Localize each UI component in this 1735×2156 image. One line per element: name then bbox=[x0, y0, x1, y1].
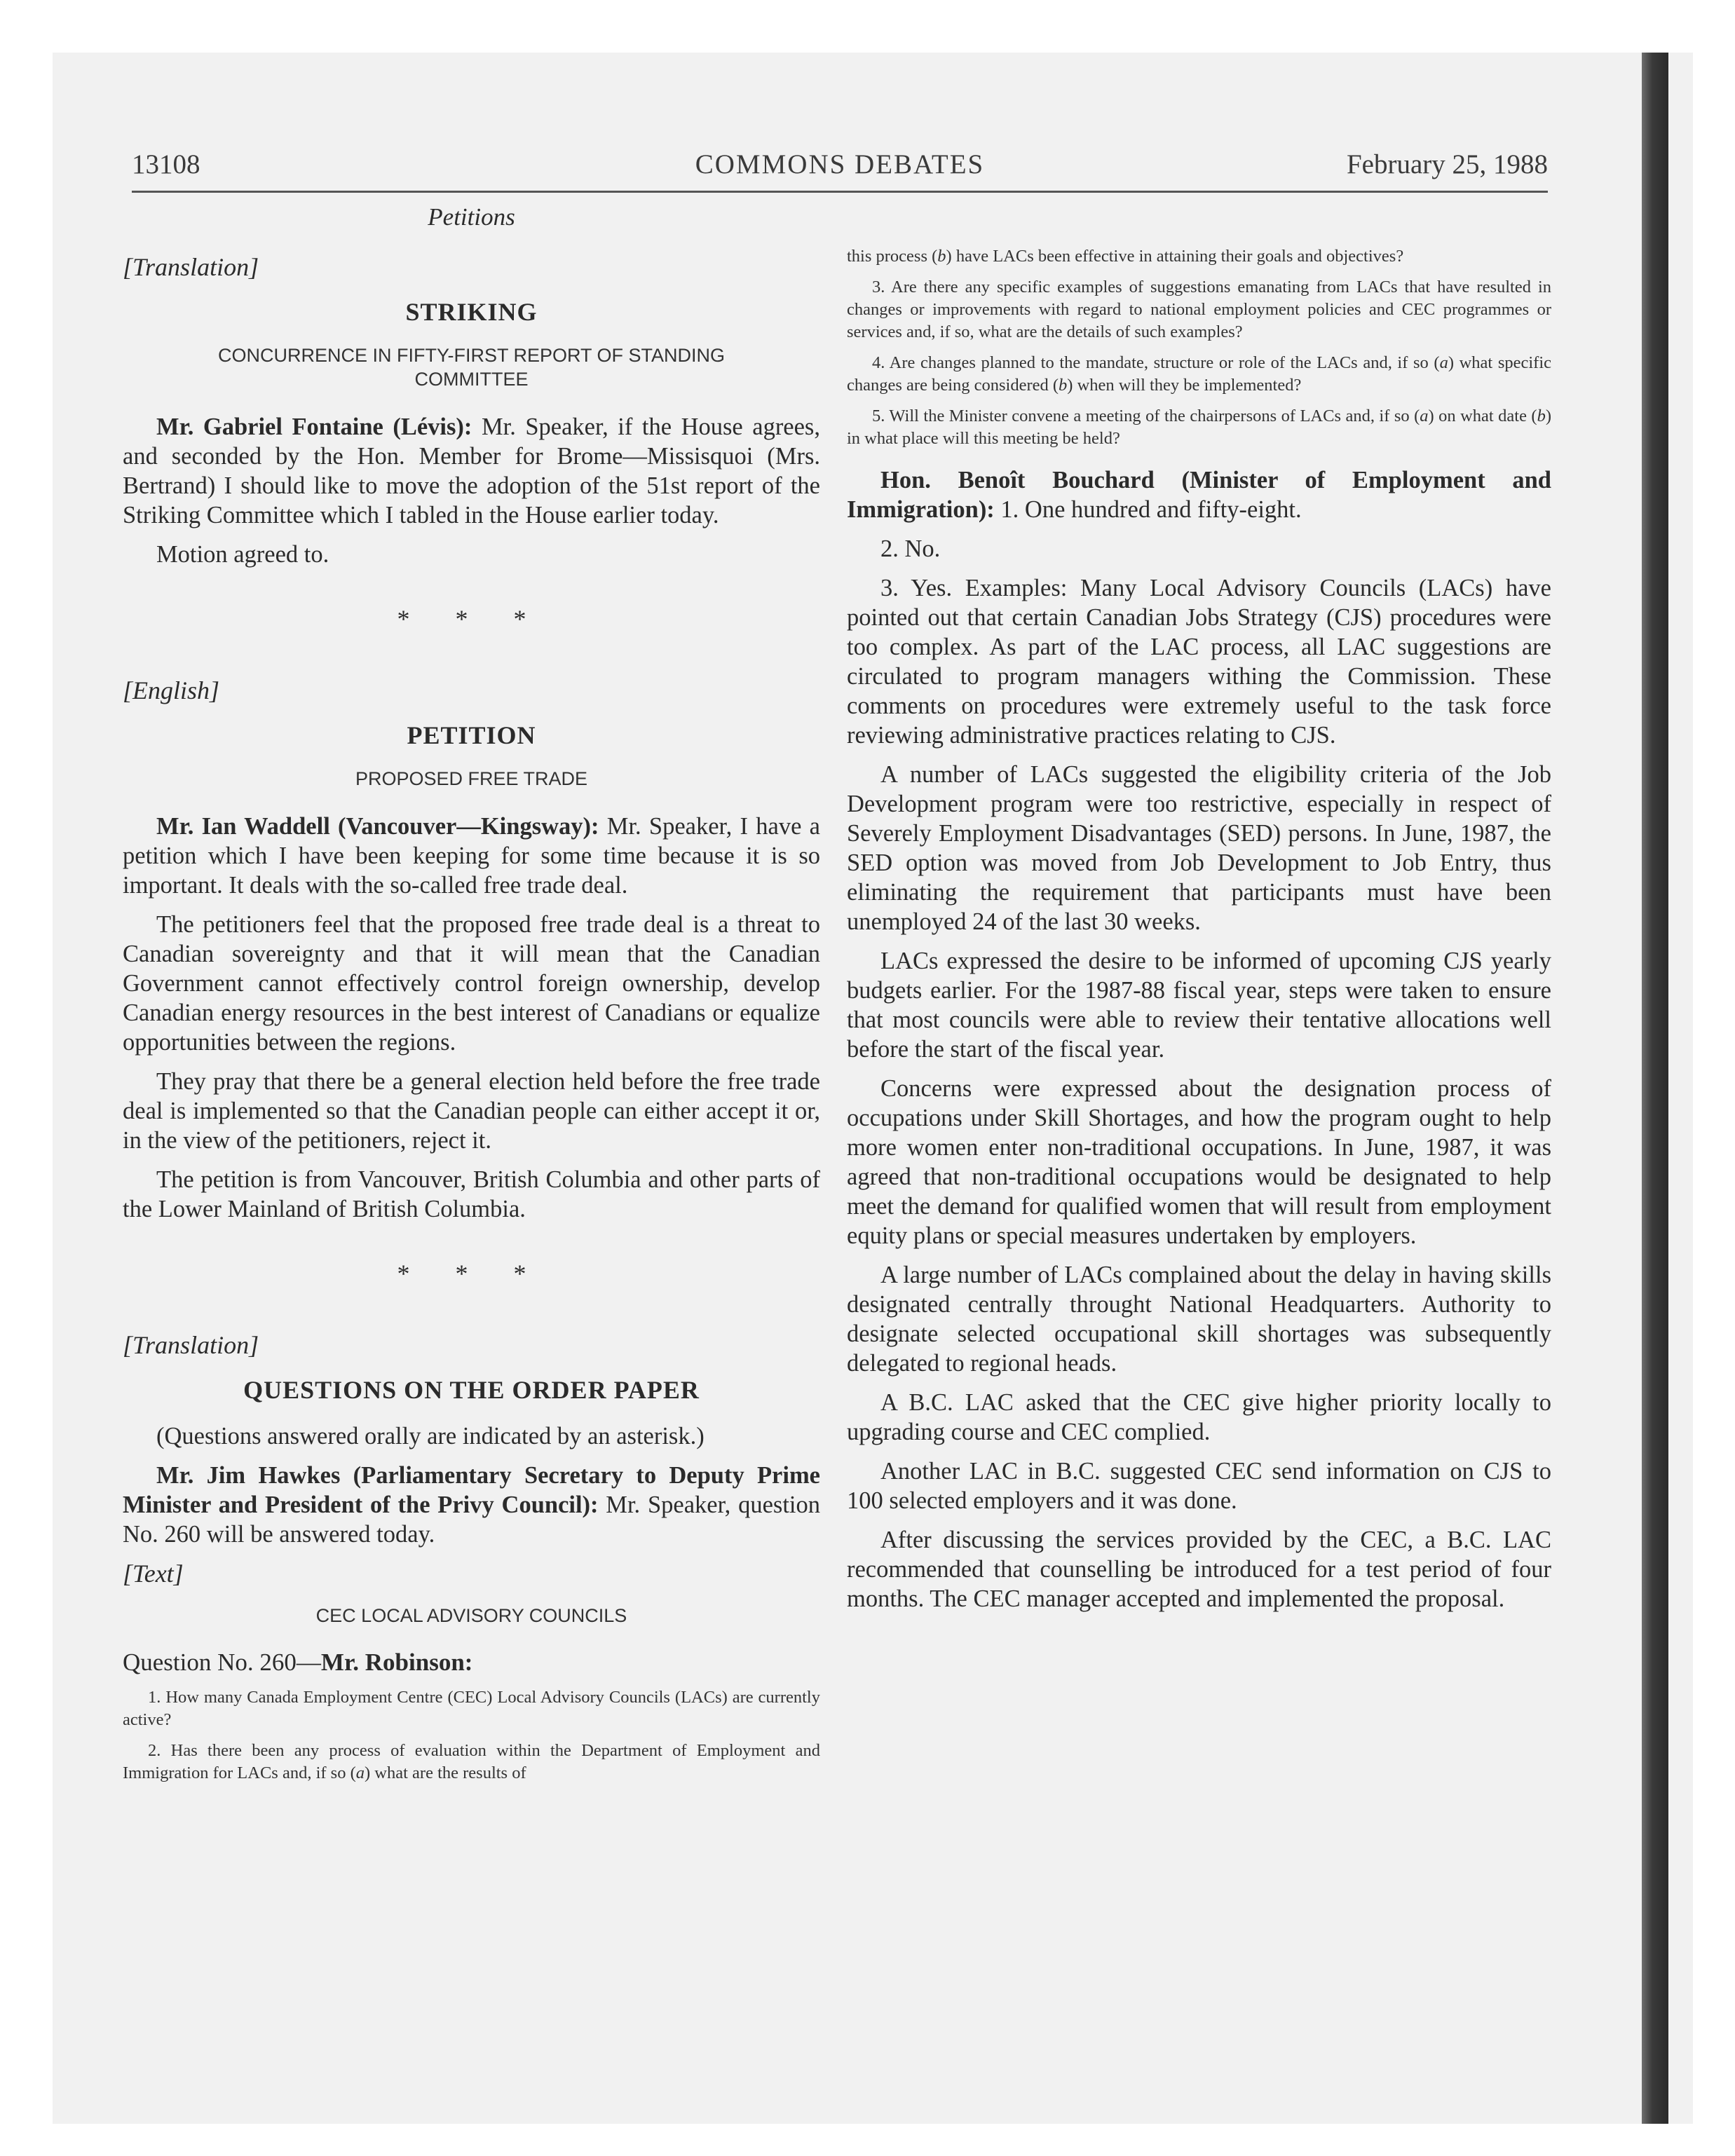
question-number-line bbox=[123, 1649, 820, 1677]
speech-text: 1. One hundred and fifty-eight. bbox=[994, 496, 1302, 523]
subhead-free-trade: PROPOSED FREE TRADE bbox=[355, 768, 588, 789]
text-tag: [Text] bbox=[123, 1560, 184, 1588]
subhead-concurrence: CONCURRENCE IN FIFTY-FIRST REPORT OF STANDING COMMITTEE bbox=[217, 345, 726, 390]
answer-paragraph-information: Another LAC in B.C. suggested CEC send information on CJS to 100 selected employers and it was done. bbox=[847, 1458, 1551, 1514]
right-column bbox=[847, 245, 1551, 1623]
heading-striking: STRIKING bbox=[405, 298, 538, 326]
question-text: 2. Has there been any process of evaluation within the Department of Employment and Immigration for LACs and, if so ( bbox=[123, 1741, 820, 1782]
question-item-4 bbox=[847, 352, 1551, 397]
question-item-2 bbox=[123, 1740, 820, 1785]
publication-date: February 25, 1988 bbox=[1346, 149, 1548, 179]
question-item-2-continued bbox=[847, 245, 1551, 268]
speech-text: Mr. Speaker, I have a petition which I have been keeping for some time because it is so important. It deals with the so-called free trade deal. bbox=[123, 813, 820, 899]
question-text: ) when will they be implemented? bbox=[1067, 376, 1302, 395]
answer-2: 2. No. bbox=[880, 535, 941, 562]
publication-title: COMMONS DEBATES bbox=[695, 149, 985, 179]
section-separator: * * * bbox=[397, 1260, 546, 1288]
paragraph-bouchard bbox=[847, 465, 1551, 524]
paragraph-motion-agreed: Motion agreed to. bbox=[156, 541, 329, 568]
question-letter: b bbox=[1537, 407, 1546, 425]
page-number: 13108 bbox=[132, 149, 200, 179]
answer-3: 3. Yes. Examples: Many Local Advisory Councils (LACs) have pointed out that certain Canadian Jobs Strategy (CJS) procedures were too complex. As part of the LAC process, all LAC suggestions are circulated to program managers withing the Commission. These comments on procedures were extremely useful to the task force reviewing administrative practices relating to CJS. bbox=[847, 575, 1551, 749]
question-letter: b bbox=[937, 247, 946, 266]
answer-paragraph-skill-shortages: Concerns were expressed about the designation process of occupations under Skill Shortages, and how the program ought to help more women enter non-traditional occupations. In June, 1987, it was agreed that non-traditional occupations would be designated to help meet the demand for qualified women that will result from employment equity plans or special measures undertaken by employers. bbox=[847, 1075, 1551, 1249]
answer-paragraph-job-development: A number of LACs suggested the eligibility criteria of the Job Development program were too restrictive, especially in respect of Severely Employment Disadvantages (SED) persons. In June, 1987, the SED option was moved from Job Development to Job Entry, thus eliminating the requirement that participants must have been unemployed 24 of the last 30 weeks. bbox=[847, 761, 1551, 935]
paragraph-petitioners-feel: The petitioners feel that the proposed free trade deal is a threat to Canadian sovereignty and that it will mean that the Canadian Government cannot effectively control foreign ownership, develop Canadian energy resources in the best interest of Canadians or equalize opportunities between the regions. bbox=[123, 911, 820, 1056]
paragraph-petitioners-pray: They pray that there be a general election held before the free trade deal is implemented so that the Canadian people can either accept it or, in the view of the petitioners, reject it. bbox=[123, 1068, 820, 1154]
question-item-3: 3. Are there any specific examples of suggestions emanating from LACs that have resulted in changes or improvements with regard to national employment policies and CEC programmes or services and, if so, what are the details of such examples? bbox=[847, 278, 1551, 341]
answer-paragraph-budgets: LACs expressed the desire to be informed of upcoming CJS yearly budgets earlier. For the 1987-88 fiscal year, steps were taken to ensure that most councils were able to review their tentative allocations well before the start of the fiscal year. bbox=[847, 948, 1551, 1063]
heading-questions-order-paper: QUESTIONS ON THE ORDER PAPER bbox=[243, 1376, 700, 1404]
paragraph-hawkes bbox=[123, 1461, 820, 1549]
speaker-name: Mr. Ian Waddell (Vancouver—Kingsway): bbox=[156, 813, 599, 840]
english-tag: [English] bbox=[123, 676, 220, 704]
question-text: ) on what date ( bbox=[1428, 407, 1537, 425]
heading-petition: PETITION bbox=[407, 721, 536, 749]
page-binding-edge bbox=[1642, 53, 1668, 2124]
paragraph-waddell bbox=[123, 812, 820, 900]
speaker-name: Hon. Benoît Bouchard (Minister of Employment and Immigration): bbox=[847, 467, 1551, 523]
paragraph-petition-origin: The petition is from Vancouver, British Columbia and other parts of the Lower Mainland of British Columbia. bbox=[123, 1166, 820, 1222]
speech-text: Mr. Speaker, question No. 260 will be answered today. bbox=[123, 1492, 820, 1548]
question-item-1: 1. How many Canada Employment Centre (CEC) Local Advisory Councils (LACs) are currently active? bbox=[123, 1688, 820, 1729]
speaker-name: Mr. Gabriel Fontaine (Lévis): bbox=[156, 414, 472, 440]
question-text: this process ( bbox=[847, 247, 938, 266]
question-text: ) what are the results of bbox=[365, 1763, 526, 1782]
section-separator: * * * bbox=[397, 605, 546, 633]
translation-tag: [Translation] bbox=[123, 1331, 259, 1359]
paragraph-fontaine bbox=[123, 412, 820, 530]
question-number: Question No. 260— bbox=[123, 1649, 321, 1676]
question-letter: b bbox=[1059, 376, 1068, 395]
question-text: 5. Will the Minister convene a meeting of the chairpersons of LACs and, if so ( bbox=[872, 407, 1420, 425]
speech-text: Mr. Speaker, if the House agrees, and seconded by the Hon. Member for Brome—Missisquoi (Mrs. Bertrand) I should like to move the adoption of the 51st report of the Striking Committee which I tabled in the House earlier today. bbox=[123, 414, 820, 528]
section-petitions-label: Petitions bbox=[428, 203, 515, 231]
question-letter: a bbox=[1420, 407, 1429, 425]
question-text: ) in what place will this meeting be held? bbox=[847, 407, 1552, 448]
answer-paragraph-delay: A large number of LACs complained about the delay in having skills designated centrally throught National Headquarters. Authority to designate selected occupational skill shortages was subsequently delegated to regional heads. bbox=[847, 1262, 1551, 1377]
question-text: ) have LACs been effective in attaining their goals and objectives? bbox=[946, 247, 1404, 266]
question-member: Mr. Robinson: bbox=[320, 1649, 473, 1676]
subhead-cec-councils: CEC LOCAL ADVISORY COUNCILS bbox=[315, 1605, 627, 1626]
question-letter: a bbox=[355, 1763, 365, 1782]
left-column bbox=[123, 203, 820, 1793]
translation-tag: [Translation] bbox=[123, 253, 259, 281]
answer-paragraph-upgrading: A B.C. LAC asked that the CEC give higher priority locally to upgrading course and CEC complied. bbox=[847, 1389, 1551, 1445]
question-text: ) what specific changes are being considered ( bbox=[847, 353, 1551, 395]
answer-paragraph-counselling: After discussing the services provided by the CEC, a B.C. LAC recommended that counselling be introduced for a test period of four months. The CEC manager accepted and implemented the proposal. bbox=[847, 1527, 1551, 1612]
speaker-name: Mr. Jim Hawkes (Parliamentary Secretary to Deputy Prime Minister and President of the Privy Council): bbox=[123, 1462, 820, 1518]
question-letter: a bbox=[1439, 353, 1448, 372]
page-header bbox=[132, 149, 1548, 193]
paragraph-asterisk-note: (Questions answered orally are indicated by an asterisk.) bbox=[156, 1423, 705, 1449]
question-item-5 bbox=[847, 405, 1551, 450]
question-text: 4. Are changes planned to the mandate, structure or role of the LACs and, if so ( bbox=[872, 353, 1440, 372]
